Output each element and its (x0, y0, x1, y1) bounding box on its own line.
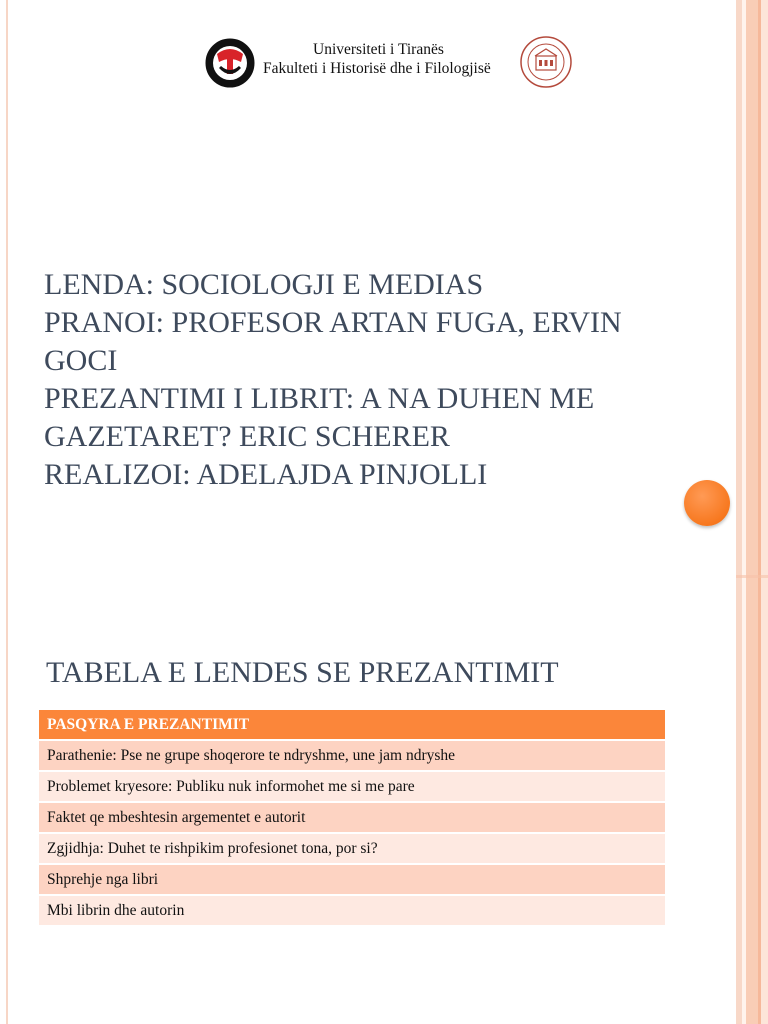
faculty-seal-icon (520, 36, 572, 88)
table-cell: Shprehje nga libri (39, 864, 665, 895)
presentation-outline-table (39, 710, 665, 925)
slide-left-border (0, 0, 14, 1024)
slide-header (205, 36, 575, 92)
slide-right-border (736, 0, 768, 1024)
title-line-accepted-by-cont: GOCI (44, 344, 118, 377)
title-line-book-cont: GAZETARET? ERIC SCHERER (44, 420, 450, 453)
title-line-author: REALIZOI: ADELAJDA PINJOLLI (44, 458, 488, 491)
table-row (39, 833, 665, 864)
table-header-row (39, 710, 665, 740)
table-row (39, 895, 665, 925)
table-row (39, 771, 665, 802)
faculty-name: Fakulteti i Historisë dhe i Filologjisë (263, 60, 491, 77)
table-cell: Parathenie: Pse ne grupe shoqerore te ndryshme, une jam ndryshe (39, 740, 665, 771)
orange-dot-decoration (684, 480, 730, 526)
university-name: Universiteti i Tiranës (313, 41, 444, 58)
university-of-tirana-logo-icon (205, 38, 255, 88)
slide-right-border-seam (736, 575, 768, 578)
table-row (39, 740, 665, 771)
table-row (39, 802, 665, 833)
title-line-book: PREZANTIMI I LIBRIT: A NA DUHEN ME (44, 382, 595, 415)
section-title: TABELA E LENDES SE PREZANTIMIT (46, 656, 559, 689)
slide-title-block (44, 266, 674, 494)
table-cell: Zgjidhja: Duhet te rishpikim profesionet tona, por si? (39, 833, 665, 864)
table-header-cell: PASQYRA E PREZANTIMIT (39, 710, 665, 740)
title-line-accepted-by: PRANOI: PROFESOR ARTAN FUGA, ERVIN (44, 306, 622, 339)
table-cell: Faktet qe mbeshtesin argementet e autorit (39, 802, 665, 833)
table-row (39, 864, 665, 895)
table-cell: Problemet kryesore: Publiku nuk informohet me si me pare (39, 771, 665, 802)
university-name-text (263, 40, 491, 78)
title-line-course: LENDA: SOCIOLOGJI E MEDIAS (44, 268, 484, 301)
table-cell: Mbi librin dhe autorin (39, 895, 665, 925)
